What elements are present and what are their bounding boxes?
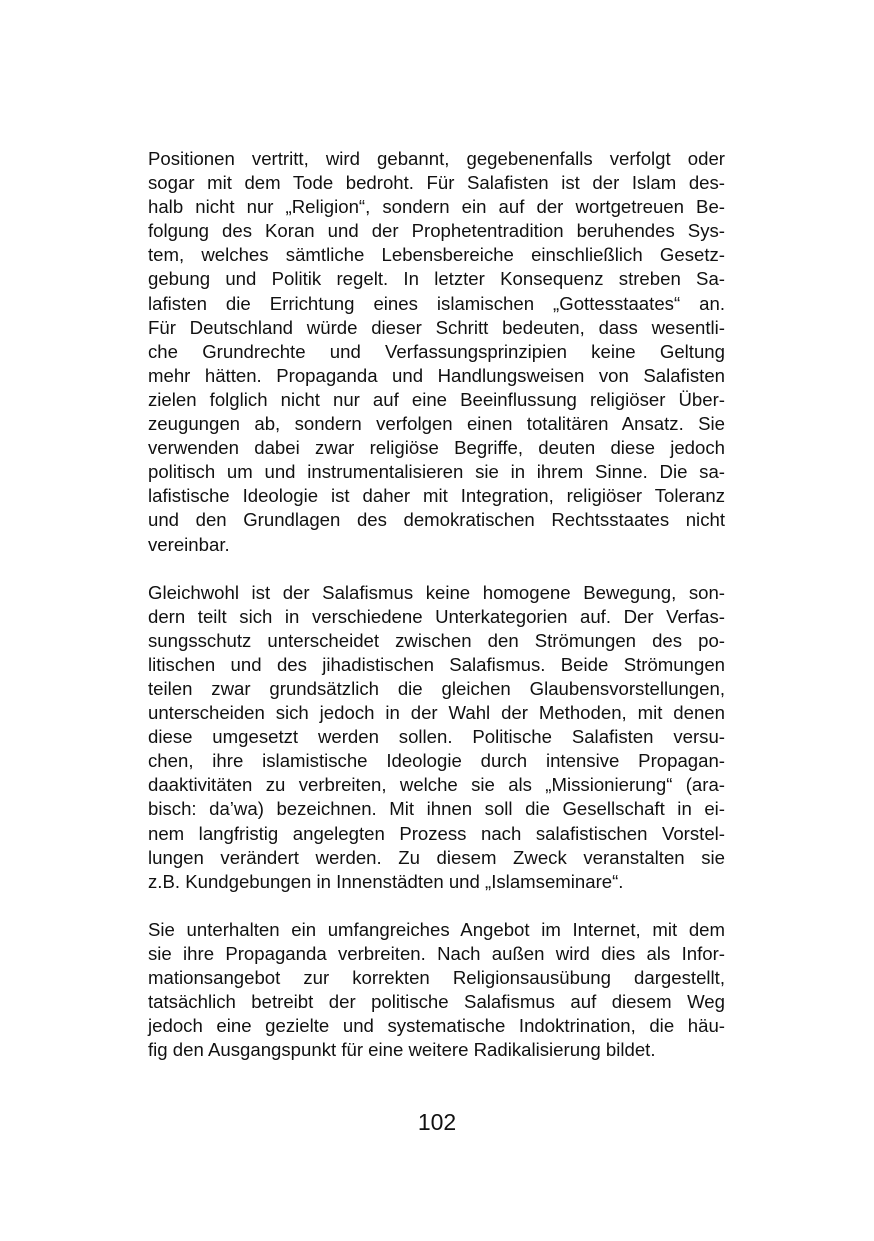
text-line: Sie unterhalten ein umfangreiches Angebot im Internet, mit dem [148,918,725,940]
text-line: verwenden dabei zwar religiöse Begriffe, deuten diese jedoch [148,437,725,459]
text-line: lafisten die Errichtung eines islamischen „Gottesstaates“ an. [148,292,725,314]
text-line: chen, ihre islamistische Ideologie durch intensive Propagan- [148,750,725,772]
paragraph-2 [148,581,725,894]
text-line: mationsangebot zur korrekten Religionsausübung dargestellt, [148,967,725,988]
text-line: litischen und des jihadistischen Salafismus. Beide Strömungen [148,653,725,675]
text-line: unterscheiden sich jedoch in der Wahl der Methoden, mit denen [148,702,725,724]
paragraph-1 [148,147,725,557]
text-line: sungsschutz unterscheidet zwischen den Strömungen des po- [148,629,725,651]
text-line: folgung des Koran und der Prophetentradition beruhendes Sys- [148,220,725,242]
text-line: tem, welches sämtliche Lebensbereiche einschließlich Gesetz- [148,244,725,266]
text-line: che Grundrechte und Verfassungsprinzipien keine Geltung [148,340,725,362]
text-line: lungen verändert werden. Zu diesem Zweck veranstalten sie [148,846,725,868]
page-number: 102 [417,1109,457,1135]
text-line: tatsächlich betreibt der politische Salafismus auf diesem Weg [148,991,725,1013]
text-line: und den Grundlagen des demokratischen Rechtsstaates nicht [148,509,725,531]
text-line: bisch: da’wa) bezeichnen. Mit ihnen soll die Gesellschaft in ei- [148,798,725,820]
text-line: politisch um und instrumentalisieren sie in ihrem Sinne. Die sa- [148,461,725,483]
text-line: lafistische Ideologie ist daher mit Integration, religiöser Toleranz [148,485,725,507]
text-line: teilen zwar grundsätzlich die gleichen Glaubensvorstellungen, [148,677,725,699]
text-line: nem langfristig angelegten Prozess nach salafistischen Vorstel- [148,822,725,844]
text-line: vereinbar. [148,533,230,555]
text-line: diese umgesetzt werden sollen. Politische Salafisten versu- [148,726,725,748]
text-line: zielen folglich nicht nur auf eine Beeinflussung religiöser Über- [148,388,725,410]
text-line: mehr hätten. Propaganda und Handlungsweisen von Salafisten [148,364,725,386]
text-line: sie ihre Propaganda verbreiten. Nach außen wird dies als Infor- [148,942,725,964]
text-line: Gleichwohl ist der Salafismus keine homogene Bewegung, son- [148,581,725,603]
text-line: fig den Ausgangspunkt für eine weitere Radikalisierung bildet. [148,1039,656,1061]
text-line: daaktivitäten zu verbreiten, welche sie als „Missionierung“ (ara- [148,774,725,796]
text-line: halb nicht nur „Religion“, sondern ein auf der wortgetreuen Be- [148,196,725,218]
text-line: sogar mit dem Tode bedroht. Für Salafisten ist der Islam des- [148,172,725,194]
paragraph-3 [148,918,725,1063]
text-line: Positionen vertritt, wird gebannt, gegebenenfalls verfolgt oder [148,148,725,169]
text-line: Für Deutschland würde dieser Schritt bedeuten, dass wesentli- [148,316,725,338]
text-line: jedoch eine gezielte und systematische Indoktrination, die häu- [148,1015,725,1037]
text-line: dern teilt sich in verschiedene Unterkategorien auf. Der Verfas- [148,605,725,627]
text-line: zeugungen ab, sondern verfolgen einen totalitären Ansatz. Sie [148,413,725,435]
text-line: gebung und Politik regelt. In letzter Konsequenz streben Sa- [148,268,725,290]
text-line: z.B. Kundgebungen in Innenstädten und „Islamseminare“. [148,870,624,892]
body-text [148,147,725,1062]
